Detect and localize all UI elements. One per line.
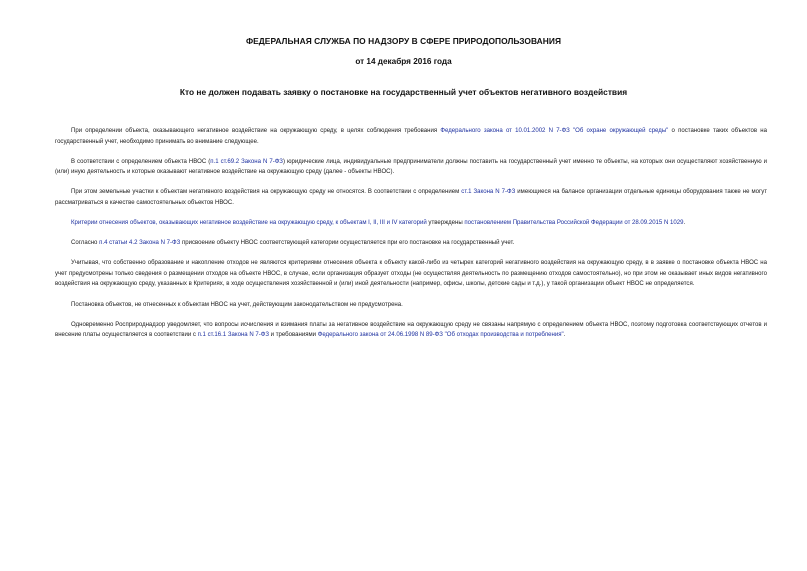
paragraph-text: В соответствии с определением объекта НВОС ( <box>71 158 211 165</box>
resolution-1029-link[interactable]: постановлением Правительства Российской Федерации от 28.09.2015 N 1029 <box>464 220 684 227</box>
art-16-1-link[interactable]: п.1 ст.16.1 Закона N 7-ФЗ <box>197 332 269 339</box>
criteria-link[interactable]: Критерии отнесения объектов, оказывающих негативное воздействие на окружающую среду, к объектам I, II, III и IV категорий <box>71 220 427 227</box>
art-4-2-link[interactable]: п.4 статьи 4.2 Закона N 7-ФЗ <box>99 240 181 247</box>
paragraph-8 <box>55 320 767 341</box>
paragraph-3 <box>55 187 767 208</box>
paragraph-text: имеющиеся на балансе организации отдельные единицы оборудования также не могут рассматриваться в качестве самостоятельных объектов НВОС. <box>55 189 768 206</box>
paragraph-text: утверждены <box>426 220 465 227</box>
law-7fz-link[interactable]: Федерального закона от 10.01.2002 N 7-ФЗ "Об охране окружающей среды" <box>440 128 669 134</box>
paragraph-6 <box>55 258 767 290</box>
paragraph-5 <box>55 238 767 249</box>
art-69-2-link[interactable]: п.1 ст.69.2 Закона N 7-ФЗ <box>210 158 283 165</box>
paragraph-text: Одновременно Росприроднадзор уведомляет, что вопросы исчисления и взимания платы за негативное воздействие на окружающую среду не связаны напрямую с определением объекта НВОС, поэтому подготовка соответствующих отчетов и внесение платы осуществляется в соответствии с <box>55 321 767 339</box>
paragraph-text: Учитывая, что собственно образование и накопление отходов не являются критериями отнесения объекта к объекту какой-либо из четырех категорий негативного воздействия на окружающую среду, в в заявке о постановке объекта НВОС на учет предусмотрены только сведения о размещении отходов на объекте НВОС, в случае, если организация образует отходы (не осуществляя деятельность по размещению отходов самостоятельно), но при этом не оказывает иных видов негативного воздействия на окружающую среду, указанных в Критериях, в ходе осуществления хозяйственной и (или) иной деятельности (например, офисы, школы, детские сады и т.д.), у такой организации объект НВОС не определяется. <box>55 260 767 288</box>
law-89fz-link[interactable]: Федерального закона от 24.06.1998 N 89-ФЗ "Об отходах производства и потребления" <box>317 332 564 339</box>
agency-name: ФЕДЕРАЛЬНАЯ СЛУЖБА ПО НАДЗОРУ В СФЕРЕ ПРИРОДОПОЛЬЗОВАНИЯ <box>245 36 562 46</box>
paragraph-4 <box>55 218 767 229</box>
paragraph-7 <box>55 300 767 311</box>
paragraph-1 <box>55 126 767 147</box>
document-date: от 14 декабря 2016 года <box>355 57 452 66</box>
document-title: Кто не должен подавать заявку о постановке на государственный учет объектов негативного воздействия <box>179 87 628 97</box>
art-1-link[interactable]: ст.1 Закона N 7-ФЗ <box>461 189 516 196</box>
document-body <box>55 126 767 350</box>
paragraph-text: и требованиями <box>269 332 318 339</box>
paragraph-text: о постановке таких объектов на государственный учет, необходимо принимать во внимание следующее. <box>55 128 767 145</box>
paragraph-text: . <box>563 332 566 339</box>
paragraph-text: Постановка объектов, не отнесенных к объектам НВОС на учет, действующим законодательством не предусмотрена. <box>71 301 403 308</box>
paragraph-text: Согласно <box>71 240 100 247</box>
paragraph-text: ) юридические лица, индивидуальные предприниматели должны поставить на государственный учет именно те объекты, на которых они осуществляют хозяйственную и (или) иную деятельность и которые оказывают негативное воздействие на окружающую среду (далее - объекты НВОС). <box>55 158 767 176</box>
paragraph-text: присвоение объекту НВОС соответствующей категории осуществляется при его постановке на государственный учет. <box>180 240 515 247</box>
paragraph-2 <box>55 157 767 178</box>
paragraph-text: При этом земельные участки к объектам негативного воздействия на окружающую среду не относятся. В соответствии с определением <box>71 189 462 196</box>
paragraph-text: . <box>683 220 686 227</box>
paragraph-text: При определении объекта, оказывающего негативное воздействие на окружающую среду, в целях соблюдения требования <box>71 128 441 134</box>
